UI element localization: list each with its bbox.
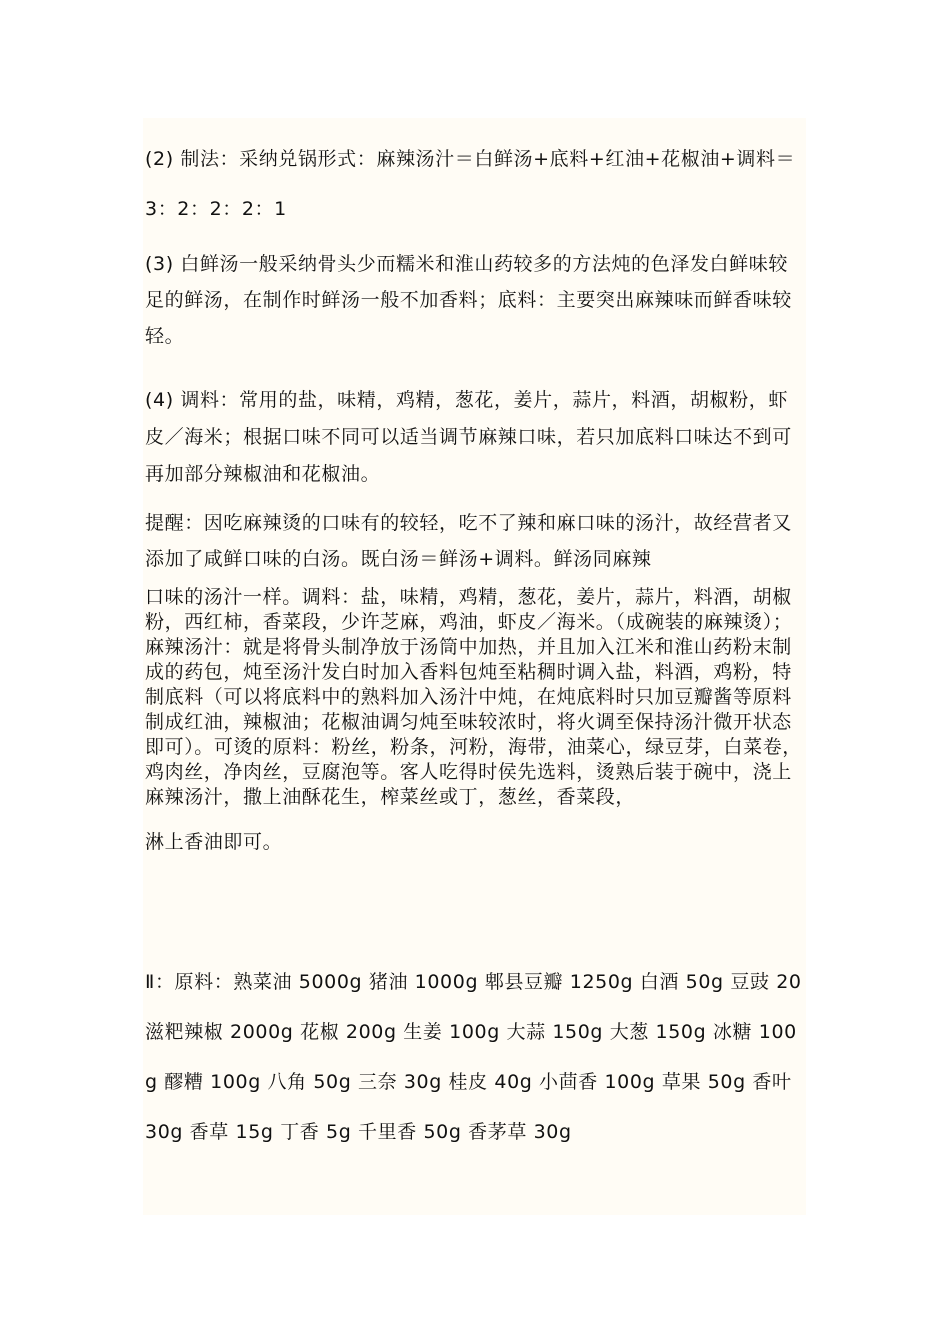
paragraph-tip-first-lines: 提醒：因吃麻辣烫的口味有的较轻，吃不了辣和麻口味的汤汁，故经营者又添加了咸鲜口味的白汤。既白汤＝鲜汤+调料。鲜汤同麻辣 bbox=[145, 512, 792, 570]
paragraph-tip-last-line: 淋上香油即可。 bbox=[145, 831, 283, 853]
paragraph-seasoning: (4) 调料：常用的盐，味精，鸡精，葱花，姜片，蒜片，料酒，胡椒粉，虾皮／海米；根据口味不同可以适当调节麻辣口味，若只加底料口味达不到可再加部分辣椒油和花椒油。 bbox=[145, 389, 792, 485]
paragraph-method: (2) 制法：采纳兑锅形式：麻辣汤汁＝白鲜汤+底料+红油+花椒油+调料＝3：2：2：2：1 bbox=[145, 148, 796, 220]
paragraph-tip bbox=[145, 505, 805, 855]
paragraph-white-broth: (3) 白鲜汤一般采纳骨头少而糯米和淮山药较多的方法炖的色泽发白鲜味较足的鲜汤，在制作时鲜汤一般不加香料；底料：主要突出麻辣味而鲜香味较轻。 bbox=[145, 253, 792, 347]
paragraph-tip-body: 口味的汤汁一样。调料：盐，味精，鸡精，葱花，姜片，蒜片，料酒，胡椒粉，西红柿，香菜段，少许芝麻，鸡油，虾皮／海米。（成碗装的麻辣烫）；麻辣汤汁：就是将骨头制净放于汤筒中加热，并且加入江米和淮山药粉末制成的药包，炖至汤汁发白时加入香料包炖至粘稠时调入盐，料酒，鸡粉，特制底料（可以将底料中的熟料加入汤汁中炖，在炖底料时只加豆瓣酱等原料制成红油，辣椒油；花椒油调匀炖至味较浓时，将火调至保持汤汁微开状态即可）。可烫的原料：粉丝，粉条，河粉，海带，油菜心，绿豆芽，白菜卷，鸡肉丝，净肉丝，豆腐泡等。客人吃得时侯先选料，烫熟后装于碗中，浇上麻辣汤汁，撒上油酥花生，榨菜丝或丁，葱丝，香菜段， bbox=[145, 586, 802, 808]
paragraph-ingredients: Ⅱ：原料：熟菜油 5000g 猪油 1000g 郫县豆瓣 1250g 白酒 50g 豆豉 20 滋粑辣椒 2000g 花椒 200g 生姜 100g 大蒜 150g 大葱 150g 冰糖 100g 醪糟 100g 八角 50g 三奈 30g 桂皮 40g 小茴香 100g 草果 50g 香叶 30g 香草 15g 丁香 5g 千里香 50g 香茅草 30g bbox=[145, 971, 802, 1143]
